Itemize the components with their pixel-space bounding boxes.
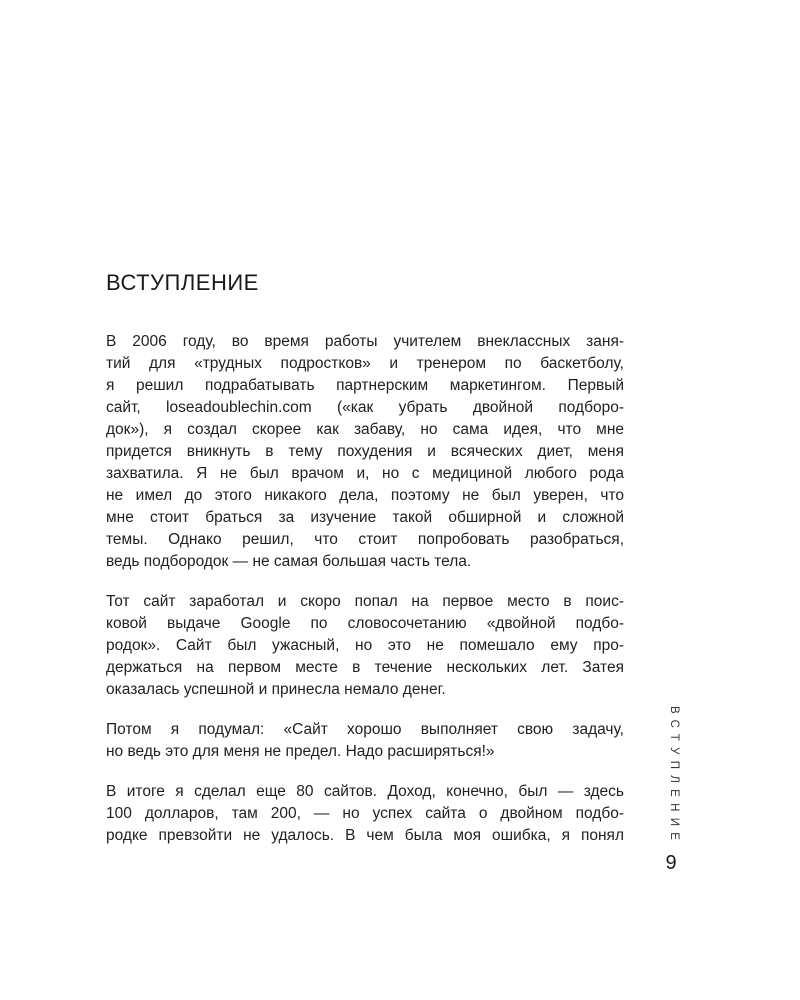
text-line: я решил подрабатывать партнерским маркетингом. Первый xyxy=(106,377,624,394)
text-line: мне стоит браться за изучение такой обширной и сложной xyxy=(106,509,624,526)
paragraph-4 xyxy=(106,781,624,847)
text-line: сайт, loseadoublechin.com («как убрать двойной подборо- xyxy=(106,399,624,416)
page-number: 9 xyxy=(665,852,677,874)
text-line: захватила. Я не был врачом и, но с медициной любого рода xyxy=(106,465,624,482)
paragraph-2 xyxy=(106,591,624,701)
text-line: тий для «трудных подростков» и тренером по баскетболу, xyxy=(106,355,624,372)
text-line: ковой выдаче Google по словосочетанию «двойной подбо- xyxy=(106,615,624,632)
body-text xyxy=(106,331,624,865)
text-line: В 2006 году, во время работы учителем внеклассных заня- xyxy=(106,333,624,350)
text-line: ведь подбородок — не самая большая часть тела. xyxy=(106,553,472,570)
text-line: родок». Сайт был ужасный, но это не помешало ему про- xyxy=(106,637,624,654)
paragraph-3 xyxy=(106,719,624,763)
text-line: не имел до этого никакого дела, поэтому не был уверен, что xyxy=(106,487,624,504)
paragraph-1 xyxy=(106,331,624,573)
text-line: но ведь это для меня не предел. Надо расширяться!» xyxy=(106,743,495,760)
text-line: держаться на первом месте в течение нескольких лет. Затея xyxy=(106,659,624,676)
text-line: док»), я создал скорее как забаву, но сама идея, что мне xyxy=(106,421,624,438)
text-line: 100 долларов, там 200, — но успех сайта о двойном подбо- xyxy=(106,805,624,822)
text-line: В итоге я сделал еще 80 сайтов. Доход, конечно, был — здесь xyxy=(106,783,624,800)
text-line: Потом я подумал: «Сайт хорошо выполняет свою задачу, xyxy=(106,721,624,738)
text-line: родке превзойти не удалось. В чем была моя ошибка, я понял xyxy=(106,827,624,844)
text-line: темы. Однако решил, что стоит попробовать разобраться, xyxy=(106,531,624,548)
running-head: ВСТУПЛЕНИЕ xyxy=(668,706,680,847)
text-line: Тот сайт заработал и скоро попал на первое место в поис- xyxy=(106,593,624,610)
text-line: придется вникнуть в тему похудения и всяческих диет, меня xyxy=(106,443,624,460)
chapter-title: ВСТУПЛЕНИЕ xyxy=(106,270,259,295)
text-line: оказалась успешной и принесла немало денег. xyxy=(106,681,446,698)
